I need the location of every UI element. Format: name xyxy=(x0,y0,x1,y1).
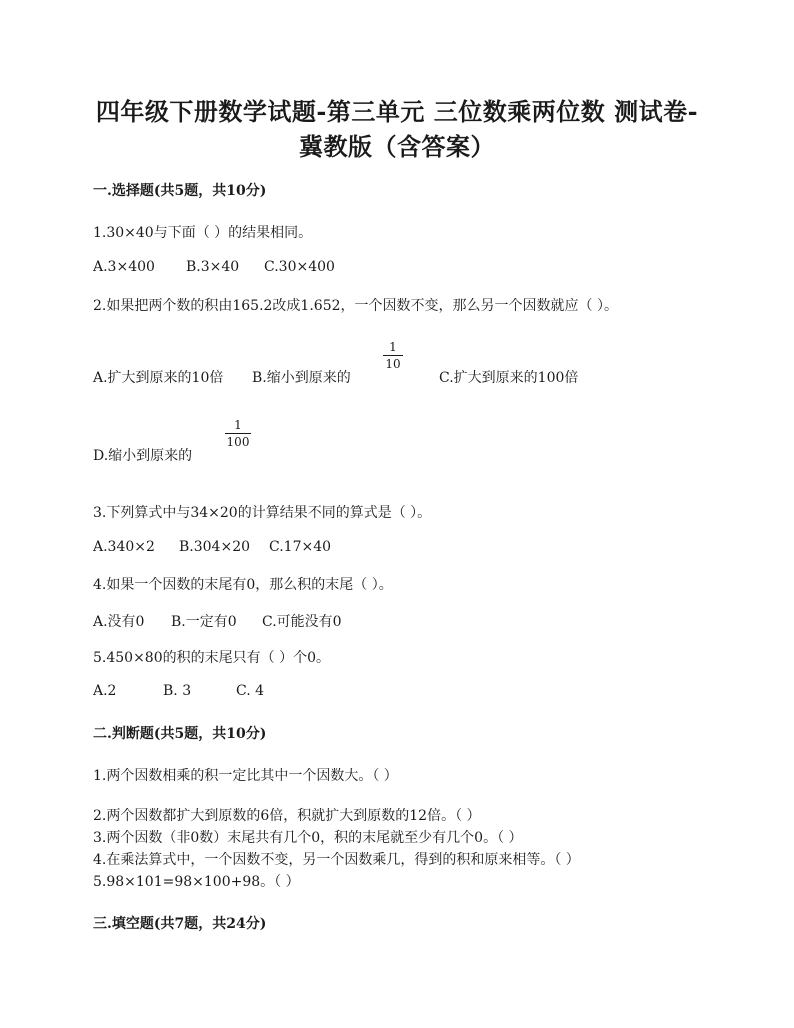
q1-option-c: C.30×400 xyxy=(264,259,335,275)
q2-option-d: D.缩小到原来的 xyxy=(93,448,193,464)
fraction-numerator: 1 xyxy=(389,340,397,354)
section-fill-heading: 三.填空题(共7题，共24分) xyxy=(93,916,267,932)
fraction-bar xyxy=(225,433,251,434)
judge-item-4: 4.在乘法算式中，一个因数不变，另一个因数乘几，得到的积和原来相等。（ ） xyxy=(93,852,580,868)
q2-option-a: A.扩大到原来的10倍 xyxy=(93,370,224,386)
q3-option-b: B.304×20 xyxy=(179,539,251,555)
judge-item-5: 5.98×101=98×100+98。（ ） xyxy=(93,874,300,890)
judge-item-3: 3.两个因数（非0数）末尾共有几个0，积的末尾就至少有几个0。（ ） xyxy=(93,830,523,846)
q1-option-a: A.3×400 xyxy=(93,259,155,275)
question-2: 2.如果把两个数的积由165.2改成1.652，一个因数不变，那么另一个因数就应（ ）。 xyxy=(93,298,618,314)
q4-option-b: B.一定有0 xyxy=(171,614,237,630)
q2-option-c: C.扩大到原来的100倍 xyxy=(439,370,579,386)
q2-option-b: B.缩小到原来的 xyxy=(252,370,351,386)
document-title-line1: 四年级下册数学试题-第三单元 三位数乘两位数 测试卷- xyxy=(95,97,699,126)
q3-option-a: A.340×2 xyxy=(93,539,155,555)
q2-option-b-fraction xyxy=(383,340,403,371)
q5-option-b: B. 3 xyxy=(163,683,192,699)
fraction-denominator: 100 xyxy=(226,435,250,449)
question-5: 5.450×80的积的末尾只有（ ）个0。 xyxy=(93,650,330,666)
fraction-bar xyxy=(383,355,403,356)
q5-option-a: A.2 xyxy=(93,683,117,699)
q4-option-a: A.没有0 xyxy=(93,614,145,630)
judge-item-2: 2.两个因数都扩大到原数的6倍，积就扩大到原数的12倍。（ ） xyxy=(93,808,481,824)
section-judge-heading: 二.判断题(共5题，共10分) xyxy=(93,726,267,742)
question-3: 3.下列算式中与34×20的计算结果不同的算式是（ ）。 xyxy=(93,505,432,521)
question-1: 1.30×40与下面（ ）的结果相同。 xyxy=(93,225,313,241)
q4-option-c: C.可能没有0 xyxy=(262,614,342,630)
fraction-numerator: 1 xyxy=(234,418,242,432)
q5-option-c: C. 4 xyxy=(236,683,265,699)
question-4: 4.如果一个因数的末尾有0，那么积的末尾（ ）。 xyxy=(93,577,393,593)
q3-option-c: C.17×40 xyxy=(269,539,332,555)
judge-item-1: 1.两个因数相乘的积一定比其中一个因数大。（ ） xyxy=(93,768,398,784)
q2-option-d-fraction xyxy=(225,418,251,449)
q1-option-b: B.3×40 xyxy=(186,259,240,275)
document-title-line2: 冀教版（含答案） xyxy=(299,132,495,161)
section-choice-heading: 一.选择题(共5题，共10分) xyxy=(93,183,267,199)
fraction-denominator: 10 xyxy=(385,357,401,371)
